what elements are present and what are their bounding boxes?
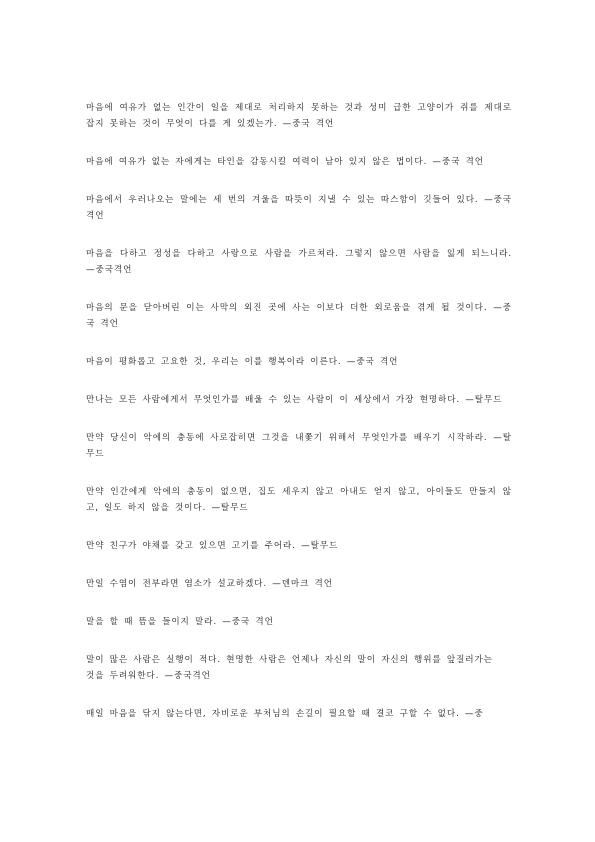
quote-paragraph: 마음을 다하고 정성을 다하고 사랑으로 사람을 가르쳐라. 그렇지 않으면 사람을 잃게 되느니라. —중국격언 [86, 249, 512, 275]
quote-paragraph: 만약 친구가 야채를 갖고 있으면 고기를 주어라. —탈무드 [86, 541, 339, 551]
quote-paragraph: 만약 당신이 악에의 충동에 사로잡히면 그것을 내쫓기 위해서 무엇인가를 배우기 시작하라. —탈무드 [86, 433, 512, 459]
quote-paragraph: 말이 많은 사람은 실행이 적다. 현명한 사람은 언제나 자신의 말이 자신의 행위를 앞질러가는 것을 두려워한다. —중국격언 [86, 655, 493, 681]
quote-paragraph: 매일 마음을 닦지 않는다면, 자비로운 부처님의 손길이 필요할 때 결코 구할 수 없다. —중 [86, 709, 484, 719]
quote-paragraph: 마음의 문을 닫아버린 이는 사막의 외진 곳에 사는 이보다 더한 외로움을 겪게 될 것이다. —중국 격언 [86, 303, 512, 329]
quote-paragraph: 말을 할 때 뜸을 들이지 말라. —중국 격언 [86, 617, 274, 627]
quote-paragraph: 마음에 여유가 없는 자에게는 타인을 감동시킬 여력이 남아 있지 않은 법이다. —중국 격언 [86, 157, 484, 167]
quote-paragraph: 만나는 모든 사람에게서 무엇인가를 배울 수 있는 사람이 이 세상에서 가장 현명하다. —탈무드 [86, 395, 503, 405]
quote-paragraph: 마음이 평화롭고 고요한 것, 우리는 이를 행복이라 이른다. —중국 격언 [86, 357, 399, 367]
quote-paragraph: 만약 인간에게 악에의 충동이 없으면, 집도 세우지 않고 아내도 얻지 않고, 아이들도 만들지 않고, 일도 하지 않을 것이다. —탈무드 [86, 487, 512, 513]
quote-paragraph: 마음에서 우러나오는 말에는 세 번의 겨울을 따뜻이 지낼 수 있는 따스함이 깃들어 있다. —중국 격언 [86, 195, 512, 221]
document-body [86, 100, 512, 744]
quote-paragraph: 마음에 여유가 없는 인간이 일을 제대로 처리하지 못하는 것과 성미 급한 고양이가 쥐를 제대로 잡지 못하는 것이 무엇이 다를 게 있겠는가. —중국 격언 [86, 103, 512, 129]
quote-paragraph: 만일 수염이 전부라면 염소가 설교하겠다. —덴마크 격언 [86, 579, 333, 589]
